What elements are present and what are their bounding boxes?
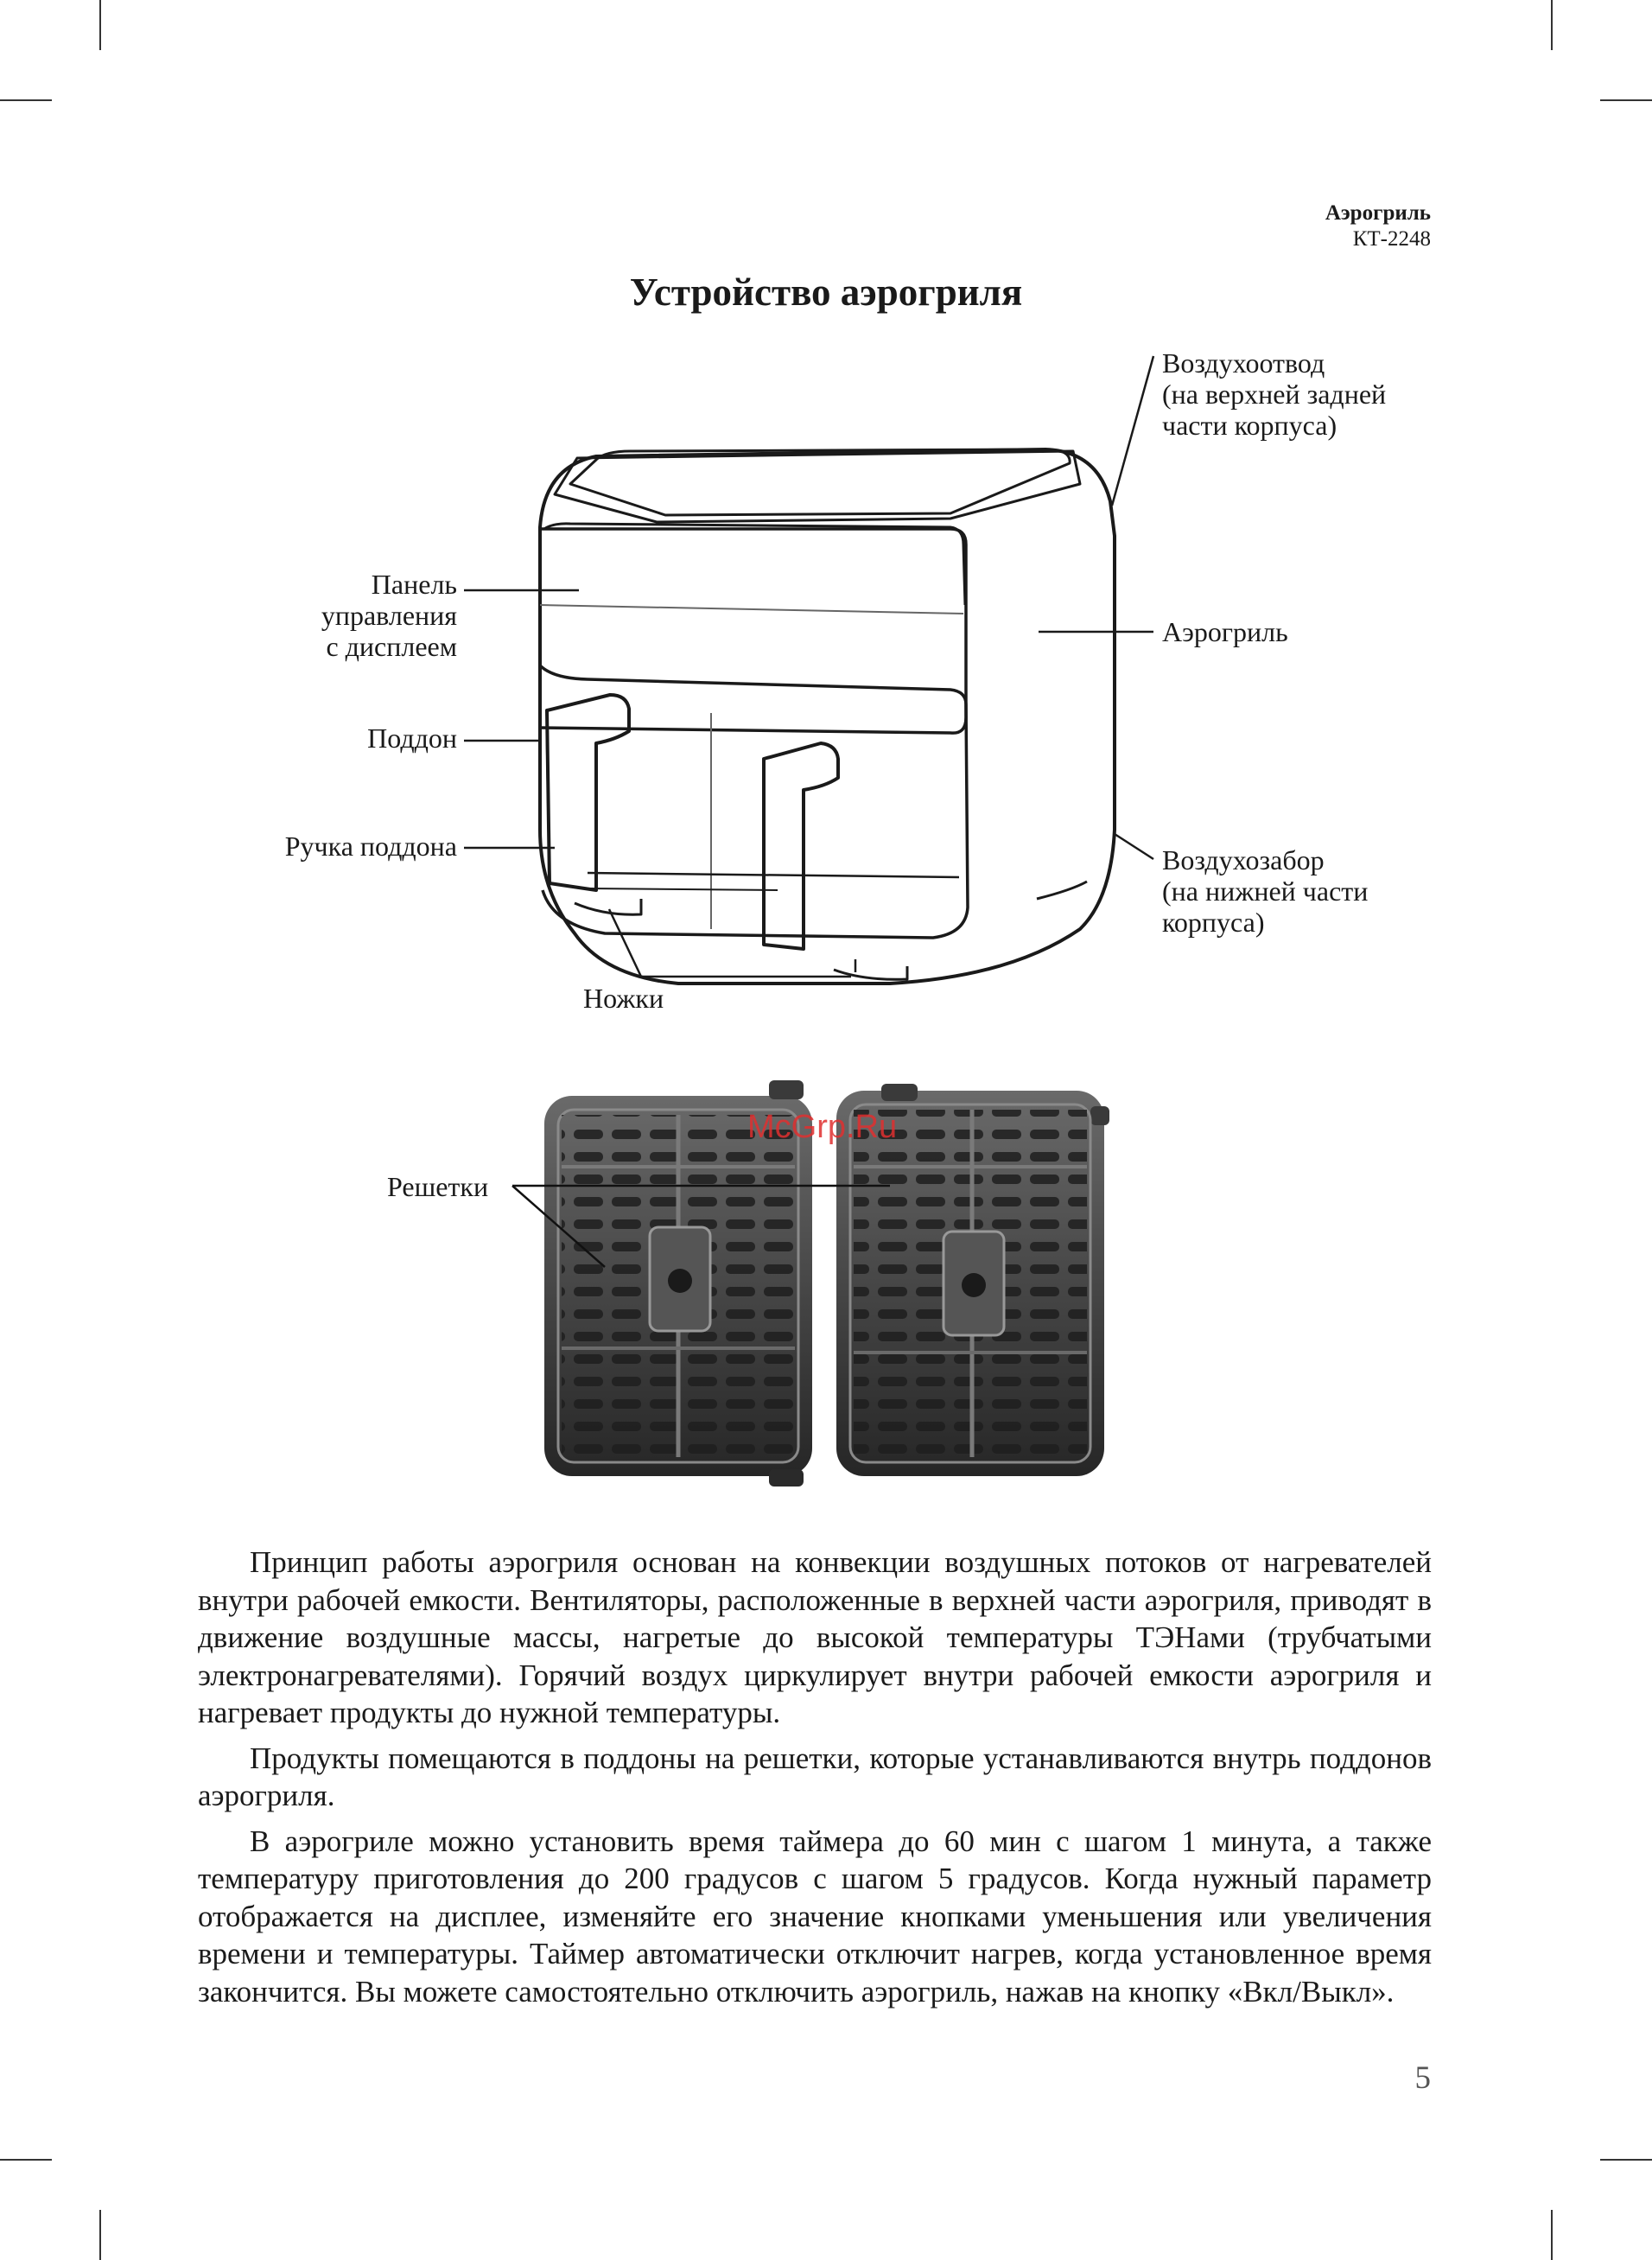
page-number: 5 (1414, 2060, 1431, 2096)
paragraph: Продукты помещаются в поддоны на решетки, которые устанавливаются внутрь поддонов аэрогриля. (198, 1741, 1432, 1812)
callout-feet: Ножки (583, 983, 664, 1014)
paragraph: Принцип работы аэрогриля основан на конвекции воздушных потоков от нагревателей внутри рабочей емкости. Вентиляторы, расположенные в верхней части аэрогриля, приводят в движение воздушные массы, нагретые до высокой температуры ТЭНами (трубчатыми электронагревателями). Горячий воздух циркулирует внутри рабочей емкости аэрогриля и нагревает продукты до нужной температуры. (198, 1545, 1432, 1729)
paragraph: В аэрогриле можно установить время таймера до 60 мин с шагом 1 минута, а также температуру приготовления до 200 градусов с шагом 5 градусов. Когда нужный параметр отображается на дисплее, изменяйте его значение кнопками уменьшения или увеличения времени и температуры. Таймер автоматически отключит нагрев, когда установленное время закончится. Вы можете самостоятельно отключить аэрогриль, нажав на кнопку «Вкл/Выкл». (198, 1824, 1432, 2009)
crop-mark (99, 2210, 101, 2260)
callout-vent: Воздухоотвод (на верхней задней части корпуса) (1162, 347, 1387, 441)
callout-control-panel: Панель управления с дисплеем (321, 569, 457, 662)
body-text (198, 1544, 1432, 2018)
airfryer-illustration (540, 449, 1115, 984)
callout-tray: Поддон (367, 723, 457, 754)
callout-tray-handle: Ручка поддона (284, 831, 457, 862)
watermark: McGrp.Ru (747, 1109, 898, 1145)
callout-airgrill: Аэрогриль (1162, 616, 1288, 647)
crop-mark (1551, 2210, 1553, 2260)
callout-intake: Воздухозабор (на нижней части корпуса) (1162, 844, 1369, 938)
crop-mark (0, 2159, 52, 2161)
page-title: Устройство аэрогриля (629, 271, 1023, 314)
callout-grates: Решетки (387, 1171, 489, 1202)
crop-mark (1600, 2159, 1652, 2161)
header-product: Аэрогриль (1325, 201, 1431, 225)
header-model: КТ-2248 (1352, 227, 1431, 251)
